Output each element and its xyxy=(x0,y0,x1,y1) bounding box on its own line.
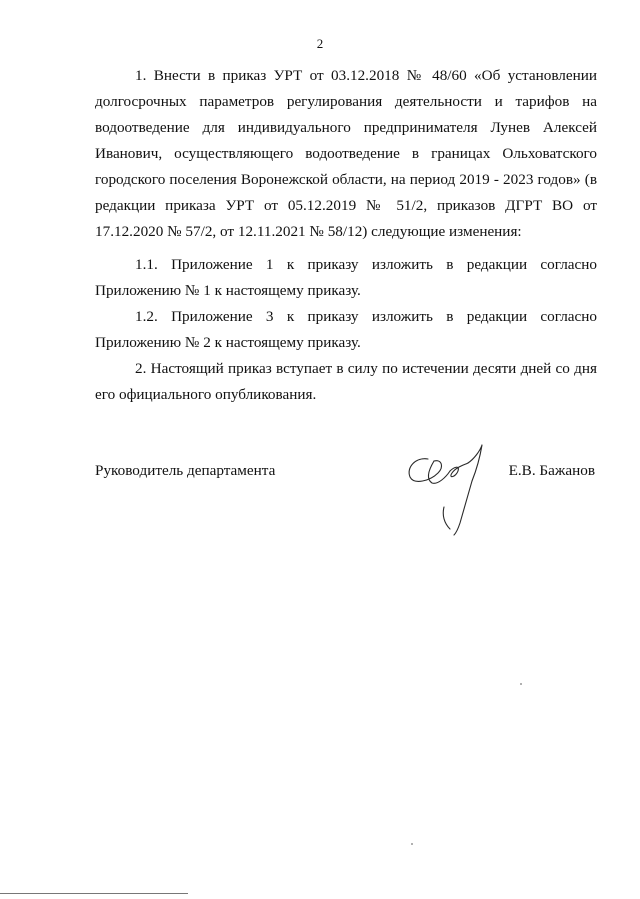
signatory-title: Руководитель департамента xyxy=(95,462,276,479)
scan-speck xyxy=(411,843,413,845)
paragraph-1-2: 1.2. Приложение 3 к приказу изложить в редакции согласно Приложению № 2 к настоящему приказу. xyxy=(95,308,597,351)
paragraph-1: 1. Внести в приказ УРТ от 03.12.2018 № 48/60 «Об установлении долгосрочных параметров регулирования деятельности и тарифов на водоотведение для индивидуального предпринимателя Лунев Алексей Иванович, осуществляющего водоотведение в границах Ольховатского городского поселения Воронежской области, на период 2019 - 2023 годов» (в редакции приказа УРТ от 05.12.2019 № 51/2, приказов ДГРТ ВО от 17.12.2020 № 57/2, от 12.11.2021 № 58/12) следующие изменения: xyxy=(95,67,597,240)
paragraph-2: 2. Настоящий приказ вступает в силу по истечении десяти дней со дня его официального опубликования. xyxy=(95,360,597,403)
page-number: 2 xyxy=(316,36,324,51)
signatory-name: Е.В. Бажанов xyxy=(508,462,595,479)
scan-edge-line xyxy=(0,893,188,894)
handwritten-signature xyxy=(398,437,498,537)
scan-speck xyxy=(520,683,522,685)
paragraph-1-1: 1.1. Приложение 1 к приказу изложить в редакции согласно Приложению № 1 к настоящему приказу. xyxy=(95,256,597,299)
